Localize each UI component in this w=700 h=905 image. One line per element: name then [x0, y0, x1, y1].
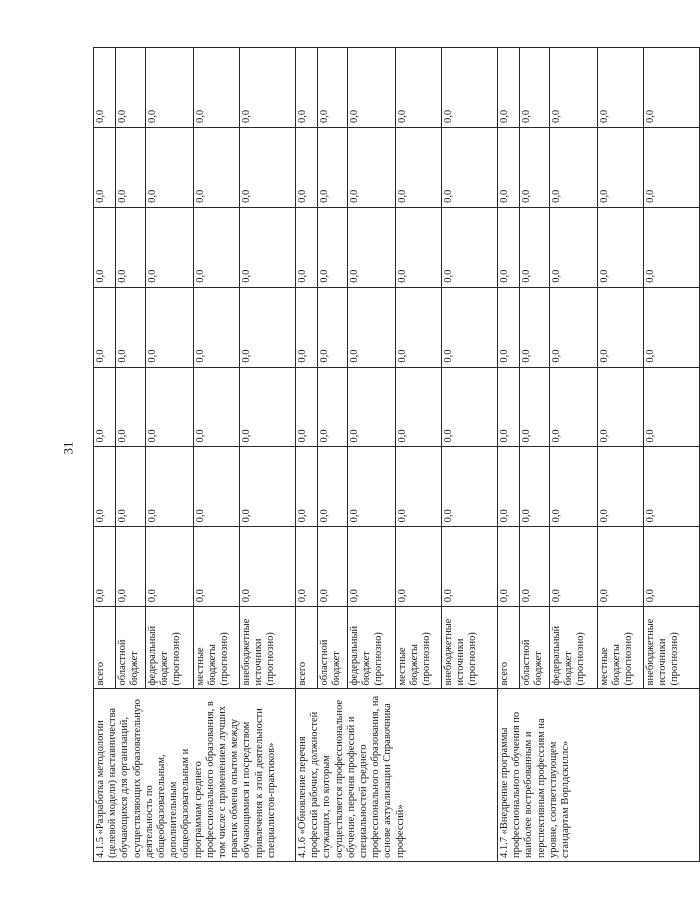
funding-value-cell: 0,0 [348, 527, 396, 607]
funding-value-cell: 0,0 [296, 527, 318, 607]
funding-value-cell: 0,0 [550, 527, 598, 607]
funding-value-cell: 0,0 [94, 287, 116, 367]
funding-value-cell: 0,0 [240, 287, 296, 367]
funding-value-cell: 0,0 [498, 127, 520, 207]
funding-value-cell: 0,0 [520, 447, 550, 527]
funding-value-cell: 0,0 [348, 367, 396, 447]
funding-value-cell: 0,0 [348, 287, 396, 367]
funding-value-cell: 0,0 [442, 447, 498, 527]
table-row [498, 48, 520, 862]
funding-value-cell: 0,0 [116, 207, 146, 287]
funding-value-cell: 0,0 [194, 447, 240, 527]
funding-value-cell: 0,0 [550, 207, 598, 287]
funding-value-cell: 0,0 [116, 48, 146, 128]
funding-value-cell: 0,0 [296, 447, 318, 527]
funding-source-label: областной бюджет [116, 607, 146, 689]
funding-value-cell: 0,0 [116, 127, 146, 207]
funding-value-cell: 0,0 [296, 127, 318, 207]
funding-value-cell: 0,0 [146, 48, 194, 128]
funding-value-cell: 0,0 [194, 367, 240, 447]
funding-value-cell: 0,0 [520, 287, 550, 367]
funding-value-cell: 0,0 [194, 127, 240, 207]
funding-value-cell: 0,0 [318, 48, 348, 128]
funding-value-cell: 0,0 [598, 447, 644, 527]
funding-source-label: всего [498, 607, 520, 689]
funding-value-cell: 0,0 [498, 527, 520, 607]
funding-source-label: местные бюджеты (прогнозно) [396, 607, 442, 689]
funding-value-cell: 0,0 [550, 367, 598, 447]
funding-value-cell: 0,0 [116, 527, 146, 607]
funding-source-label: федеральный бюджет (прогнозно) [146, 607, 194, 689]
funding-source-label: местные бюджеты (прогнозно) [194, 607, 240, 689]
funding-value-cell: 0,0 [146, 527, 194, 607]
funding-source-label: внебюджетные источники (прогнозно) [240, 607, 296, 689]
funding-value-cell: 0,0 [296, 207, 318, 287]
funding-source-label: федеральный бюджет (прогнозно) [348, 607, 396, 689]
funding-value-cell: 0,0 [598, 527, 644, 607]
activity-description: 4.1.6 «Обновление перечня профессий рабочих, должностей служащих, по которым осуществляется профессиональное обучение, перечня профессий и специальностей среднего профессионального образования, на основе актуализации Справочника профессий» [296, 689, 498, 862]
funding-table-body [94, 48, 700, 862]
funding-value-cell: 0,0 [296, 367, 318, 447]
activity-description: 4.1.5 «Разработка методологии (целевой модели) наставничества обучающихся для организаций, осуществляющих образовательную деятельность по общеобразовательным, дополнительным общеобразовательным и программам среднего профессионального образования, в том числе с применением лучших практик обмена опытом между обучающимися и посредством привлечения к этой деятельности специалистов-практиков» [94, 689, 296, 862]
funding-value-cell: 0,0 [240, 48, 296, 128]
page-number: 31 [60, 441, 76, 455]
funding-value-cell: 0,0 [194, 527, 240, 607]
funding-value-cell: 0,0 [116, 447, 146, 527]
funding-source-label: местные бюджеты (прогнозно) [598, 607, 644, 689]
funding-value-cell: 0,0 [194, 287, 240, 367]
funding-value-cell: 0,0 [644, 48, 700, 128]
funding-value-cell: 0,0 [598, 127, 644, 207]
funding-value-cell: 0,0 [520, 367, 550, 447]
funding-value-cell: 0,0 [194, 207, 240, 287]
funding-value-cell: 0,0 [550, 127, 598, 207]
funding-value-cell: 0,0 [348, 207, 396, 287]
funding-value-cell: 0,0 [146, 367, 194, 447]
funding-value-cell: 0,0 [520, 527, 550, 607]
rotated-table-frame [93, 47, 681, 862]
funding-value-cell: 0,0 [348, 127, 396, 207]
funding-value-cell: 0,0 [644, 207, 700, 287]
funding-value-cell: 0,0 [240, 527, 296, 607]
funding-value-cell: 0,0 [348, 48, 396, 128]
funding-value-cell: 0,0 [396, 527, 442, 607]
funding-value-cell: 0,0 [396, 367, 442, 447]
funding-value-cell: 0,0 [94, 527, 116, 607]
funding-value-cell: 0,0 [498, 207, 520, 287]
funding-value-cell: 0,0 [550, 287, 598, 367]
funding-value-cell: 0,0 [318, 447, 348, 527]
funding-value-cell: 0,0 [116, 367, 146, 447]
funding-value-cell: 0,0 [520, 127, 550, 207]
table-row [94, 48, 116, 862]
funding-value-cell: 0,0 [94, 207, 116, 287]
funding-value-cell: 0,0 [644, 447, 700, 527]
funding-value-cell: 0,0 [396, 447, 442, 527]
funding-value-cell: 0,0 [644, 287, 700, 367]
funding-value-cell: 0,0 [550, 48, 598, 128]
funding-value-cell: 0,0 [240, 367, 296, 447]
funding-value-cell: 0,0 [498, 367, 520, 447]
funding-value-cell: 0,0 [146, 127, 194, 207]
funding-value-cell: 0,0 [442, 287, 498, 367]
funding-value-cell: 0,0 [296, 48, 318, 128]
funding-value-cell: 0,0 [318, 367, 348, 447]
funding-value-cell: 0,0 [442, 527, 498, 607]
activity-description: 4.1.7 «Внедрение программы профессионального обучения по наиболее востребованным и перспективным профессиям на уровне, соответствующем стандартам Ворлдскиллс» [498, 689, 700, 862]
funding-source-label: федеральный бюджет (прогнозно) [550, 607, 598, 689]
funding-value-cell: 0,0 [498, 48, 520, 128]
funding-value-cell: 0,0 [94, 447, 116, 527]
funding-value-cell: 0,0 [442, 207, 498, 287]
funding-value-cell: 0,0 [520, 48, 550, 128]
funding-source-label: областной бюджет [318, 607, 348, 689]
funding-value-cell: 0,0 [396, 287, 442, 367]
funding-value-cell: 0,0 [116, 287, 146, 367]
funding-value-cell: 0,0 [644, 527, 700, 607]
funding-value-cell: 0,0 [550, 447, 598, 527]
funding-value-cell: 0,0 [146, 447, 194, 527]
funding-value-cell: 0,0 [318, 127, 348, 207]
funding-value-cell: 0,0 [442, 127, 498, 207]
funding-value-cell: 0,0 [396, 207, 442, 287]
funding-value-cell: 0,0 [318, 207, 348, 287]
funding-value-cell: 0,0 [520, 207, 550, 287]
funding-value-cell: 0,0 [146, 207, 194, 287]
funding-value-cell: 0,0 [598, 48, 644, 128]
funding-value-cell: 0,0 [396, 48, 442, 128]
funding-value-cell: 0,0 [498, 447, 520, 527]
funding-value-cell: 0,0 [498, 287, 520, 367]
funding-value-cell: 0,0 [296, 287, 318, 367]
funding-value-cell: 0,0 [442, 48, 498, 128]
funding-value-cell: 0,0 [94, 367, 116, 447]
funding-source-label: областной бюджет [520, 607, 550, 689]
funding-table [93, 47, 700, 862]
funding-value-cell: 0,0 [644, 367, 700, 447]
funding-value-cell: 0,0 [240, 127, 296, 207]
funding-value-cell: 0,0 [318, 287, 348, 367]
funding-value-cell: 0,0 [240, 447, 296, 527]
funding-value-cell: 0,0 [396, 127, 442, 207]
funding-value-cell: 0,0 [644, 127, 700, 207]
funding-source-label: всего [94, 607, 116, 689]
funding-value-cell: 0,0 [94, 127, 116, 207]
funding-value-cell: 0,0 [146, 287, 194, 367]
funding-value-cell: 0,0 [442, 367, 498, 447]
funding-value-cell: 0,0 [94, 48, 116, 128]
table-row [296, 48, 318, 862]
funding-value-cell: 0,0 [318, 527, 348, 607]
funding-value-cell: 0,0 [598, 367, 644, 447]
funding-value-cell: 0,0 [348, 447, 396, 527]
funding-source-label: внебюджетные источники (прогнозно) [644, 607, 700, 689]
funding-value-cell: 0,0 [194, 48, 240, 128]
funding-value-cell: 0,0 [598, 207, 644, 287]
funding-source-label: всего [296, 607, 318, 689]
funding-value-cell: 0,0 [598, 287, 644, 367]
funding-value-cell: 0,0 [240, 207, 296, 287]
funding-source-label: внебюджетные источники (прогнозно) [442, 607, 498, 689]
